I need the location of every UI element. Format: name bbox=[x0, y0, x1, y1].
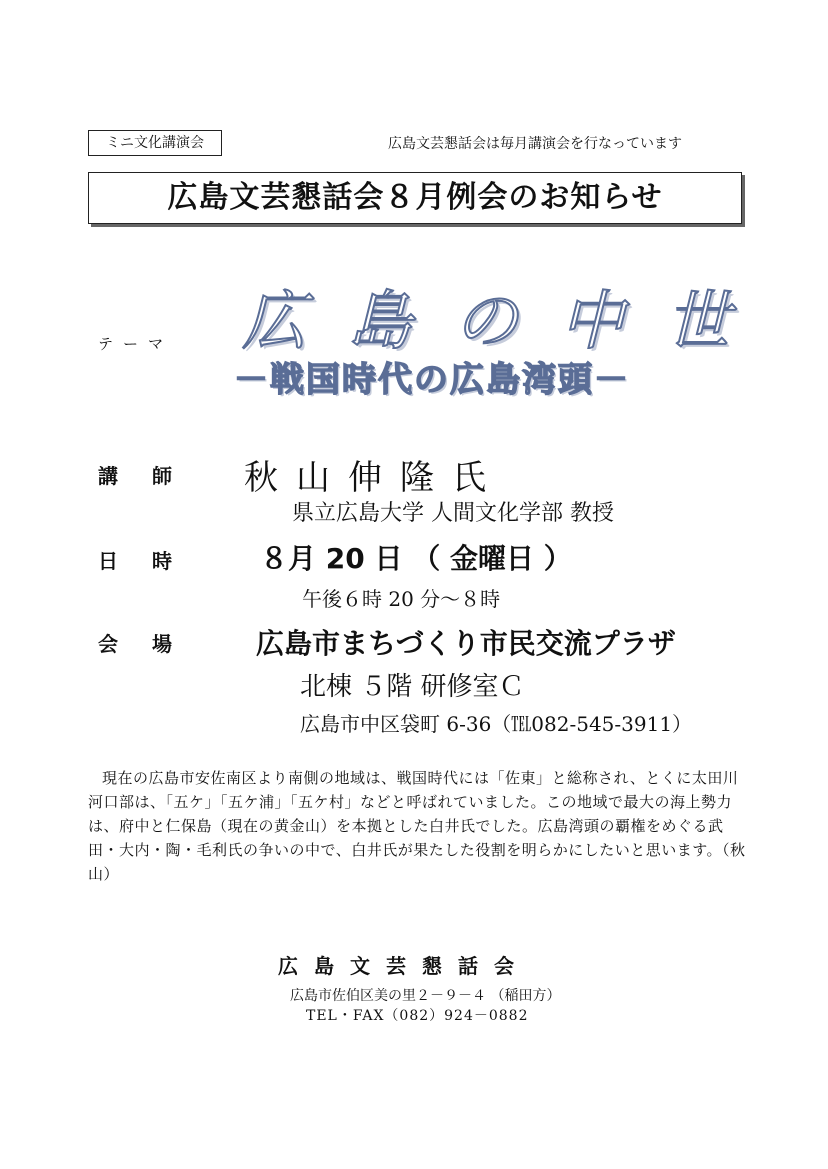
lecturer-name: 秋山伸隆氏 bbox=[244, 458, 504, 498]
venue-address: 広島市中区袋町 6-36（℡082-545-3911） bbox=[300, 712, 693, 736]
lecturer-label: 講師 bbox=[98, 464, 206, 488]
lecture-description: 現在の広島市安佐南区より南側の地域は、戦国時代には「佐東」と総称され、とくに太田川河口部は、「五ケ」「五ケ浦」「五ケ村」などと呼ばれていました。この地域で最大の海上勢力は、府中と仁保島（現在の黄金山）を本拠とした白井氏でした。広島湾頭の覇権をめぐる武田・大内・陶・毛利氏の争いの中で、白井氏が果たした役割を明らかにしたいと思います。（秋山） bbox=[88, 769, 746, 883]
organizer-tel: TEL・FAX（082）924－0882 bbox=[306, 1008, 529, 1024]
theme-title: 広島の中世 bbox=[242, 285, 772, 359]
venue-label: 会場 bbox=[98, 632, 206, 656]
venue-room: 北棟 ５階 研修室Ｃ bbox=[300, 672, 525, 702]
event-type-tag: ミニ文化講演会 bbox=[88, 130, 222, 156]
organizer-name: 広島文芸懇話会 bbox=[278, 954, 530, 978]
theme-subtitle: －戦国時代の広島湾頭－ bbox=[234, 360, 630, 400]
datetime-label: 日時 bbox=[98, 549, 206, 573]
venue-name: 広島市まちづくり市民交流プラザ bbox=[256, 627, 676, 660]
event-date: ８月 20 日 （ 金曜日 ） bbox=[260, 542, 572, 575]
theme-label: テーマ bbox=[98, 335, 174, 353]
organizer-address: 広島市佐伯区美の里２－９－４ （稲田方） bbox=[290, 988, 561, 1004]
lecturer-affiliation: 県立広島大学 人間文化学部 教授 bbox=[292, 501, 614, 526]
header-tagline: 広島文芸懇話会は毎月講演会を行なっています bbox=[388, 136, 682, 152]
event-time: 午後６時 20 分～８時 bbox=[302, 587, 501, 611]
page-title: 広島文芸懇話会８月例会のお知らせ bbox=[88, 172, 742, 224]
